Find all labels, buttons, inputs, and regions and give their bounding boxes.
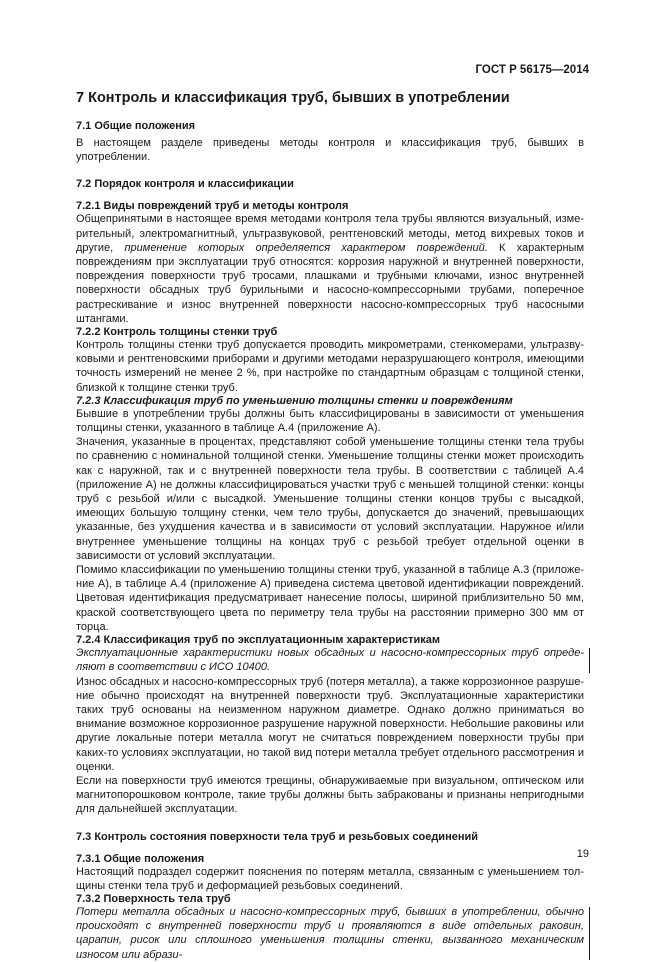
section-7-2-1-title: 7.2.1 Виды повреждений труб и методы контроля [76, 200, 349, 213]
section-7-2-4-paragraph-1: Износ обсадных и насосно-компрессорных труб (потеря металла), а также коррозионное разрушение обычно происходят на внутренней поверхности труб. Эксплуатационные характеристики таких труб основаны на неизменном наружном диаметре. Однако должно приниматься во внимание возможное коррозионное разрушение наружной поверхности. Небольшие раковины или другие локальные потери металла могут не считаться повреждением поверхности трубы при каких-то условиях эксплуатации, но такой вид потери металла требует отдельного рассмотрения и оценки. [76, 675, 584, 773]
section-7-2-1-text-b: применение которых определяется характером повреждений. [124, 241, 488, 254]
page-number: 19 [576, 848, 589, 860]
section-7-3-1-title: 7.3.1 Общие положения [76, 852, 205, 865]
section-7-1-title: 7.1 Общие положения [76, 120, 196, 132]
section-7-2-2-title: 7.2.2 Контроль толщины стенки труб [76, 326, 278, 339]
section-7-title: 7 Контроль и классификация труб, бывших в употреблении [76, 90, 510, 106]
section-7-2-3-paragraph-3: Помимо классификации по уменьшению толщины стенки труб, указанной в таблице А.3 (приложение А), в таблице А.4 (приложение А) приведена система цветовой идентификации повреждений. Цветовая идентификация предусматривает нанесение полосы, шириной приблизительно 50 мм, краской соответствующего цвета по периметру тела трубы на расстоянии примерно 300 мм от торца. [76, 564, 584, 633]
document-code: ГОСТ Р 56175—2014 [475, 64, 589, 76]
section-7-2-3-paragraph-1: Бывшие в употреблении трубы должны быть классифицированы в зависимости от уменьшения толщины стенки, указанного в таблице А.4 (приложение А). [76, 407, 584, 435]
section-7-2-4-title: 7.2.4 Классификация труб по эксплуатационным характеристикам [76, 634, 441, 647]
section-7-2-2-text: Контроль толщины стенки труб допускается проводить микрометрами, стенкомерами, ультразвуковыми и рентгеновскими приборами и другими методами неразрушающего контроля, имеющими точность измерений не менее 2 %, при настройке по стандартным образцам с толщиной стенки, близкой к толщине стенки труб. [76, 339, 584, 394]
section-7-2-1-text-c: К характерным повреждениям при эксплуатации труб относятся: коррозия наружной и внутренней поверхности, повреждения поверхности труб тросами, плашками и трубными ключами, износ внутренней поверхности обсадных труб бурильными и насосно-компрессорными трубами, поперечное растрескивание и износ внутренней поверхности насосно-компрессорных труб насосными штангами. [76, 241, 585, 325]
section-7-2-1-text [76, 212, 584, 326]
section-7-2-1-text-a: Общепринятыми в настоящее время методами контроля тела трубы являются визуальный, измерительный, электромагнитный, ультразвуковой, рентгеновский методы, метод вихревых токов и другие, [76, 213, 584, 254]
section-7-3-2-italic-text: Потери металла обсадных и насосно-компрессорных труб, бывших в употреблении, обычно происходят с внутренней поверхности труб и проявляются в виде отдельных раковин, царапин, рисок или сплошного уменьшения толщины стенки, вызванного механическим износом или абрази- [76, 905, 584, 961]
section-7-2-4-paragraph-2: Если на поверхности труб имеются трещины, обнаруживаемые при визуальном, оптическом или магнитопорошковом контроле, такие трубы должны быть забракованы и признаны непригодными для дальнейшей эксплуатации. [76, 774, 584, 816]
section-7-2-title: 7.2 Порядок контроля и классификации [76, 178, 294, 191]
section-7-1-text: В настоящем разделе приведены методы контроля и классификация труб, бывших в употреблении. [76, 137, 584, 164]
section-7-2-3-title: 7.2.3 Классификация труб по уменьшению толщины стенки и повреждениям [76, 394, 513, 407]
section-7-3-1-text: Настоящий подраздел содержит пояснения по потерям металла, связанным с уменьшением толщины стенки тела труб и деформацией резьбовых соединений. [76, 865, 584, 892]
section-7-3-title: 7.3 Контроль состояния поверхности тела труб и резьбовых соединений [76, 830, 478, 843]
section-7-2-3-paragraph-2: Значения, указанные в процентах, представляют собой уменьшение толщины стенки тела трубы по сравнению с номинальной толщиной стенки. Уменьшение толщины стенки может происходить как с наружной, так и с внутренней поверхности тела трубы. В соответствии с таблицей А.4 (приложение А) не должны классифицироваться участки труб с меньшей толщиной стенки: концы труб с резьбой и/или с высадкой. Уменьшение толщины стенки концов трубы с высадкой, имеющих большую толщину стенки, чем тело трубы, допускается до значений, превышающих указанные, без ухудшения качества и в зависимости от условий эксплуатации. Наружное и/или внутреннее уменьшение толщины на концах труб с резьбой требует отдельной оценки в зависимости от условий эксплуатации. [76, 436, 584, 562]
page-content [76, 90, 584, 962]
section-7-2-4-italic-note: Эксплуатационные характеристики новых обсадных и насосно-компрессорных труб определяют в соответствии с ИСО 10400. [76, 647, 584, 674]
section-7-3-2-title: 7.3.2 Поверхность тела труб [76, 892, 231, 905]
